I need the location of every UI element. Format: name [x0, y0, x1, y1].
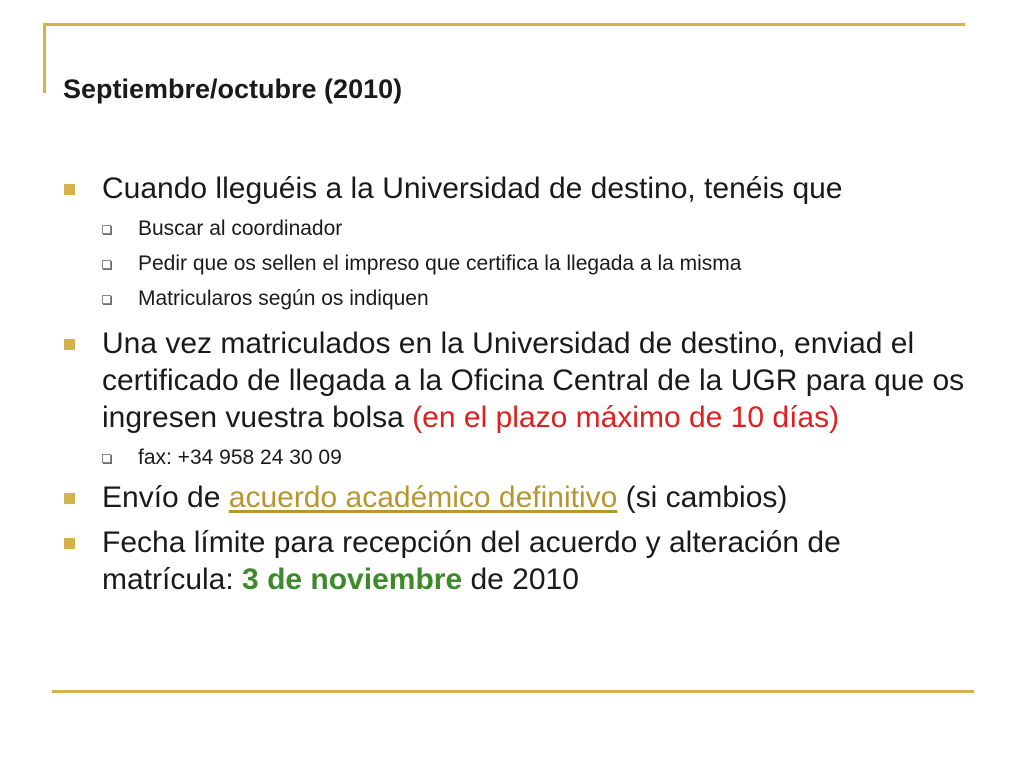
hollow-square-bullet-icon [102, 454, 111, 463]
sub-bullet-item [60, 250, 965, 277]
square-bullet-icon [64, 184, 75, 195]
sub-bullet-text: Buscar al coordinador [138, 217, 343, 240]
bullet-text-prefix: Envío de [102, 481, 229, 514]
sub-bullet-item [60, 215, 965, 242]
bullet-item [60, 325, 965, 436]
square-bullet-icon [64, 538, 75, 549]
bullet-text-prefix: Fecha límite para recepción del acuerdo y alteración de matrícula: [102, 526, 841, 596]
bullet-text: Cuando lleguéis a la Universidad de destino, tenéis que [102, 172, 843, 205]
hollow-square-bullet-icon [102, 225, 111, 234]
bullet-item [60, 479, 965, 516]
deadline-date: 3 de noviembre [242, 563, 463, 596]
bullet-text-suffix: (si cambios) [617, 481, 788, 514]
square-bullet-icon [64, 493, 75, 504]
hollow-square-bullet-icon [102, 295, 111, 304]
sub-bullet-item [60, 285, 965, 312]
bottom-rule [52, 690, 974, 693]
bullet-list [60, 166, 965, 598]
left-rule [43, 23, 46, 93]
hollow-square-bullet-icon [102, 260, 111, 269]
sub-bullet-text: Matricularos según os indiquen [138, 287, 429, 310]
sub-bullet-text: Pedir que os sellen el impreso que certifica la llegada a la misma [138, 252, 742, 275]
bullet-item [60, 524, 965, 598]
deadline-highlight: (en el plazo máximo de 10 días) [412, 401, 840, 434]
bullet-item [60, 170, 965, 207]
sub-bullet-item [60, 444, 965, 471]
top-rule [43, 23, 965, 26]
fax-number: fax: +34 958 24 30 09 [138, 446, 342, 469]
square-bullet-icon [64, 339, 75, 350]
bullet-text: Una vez matriculados en la Universidad de destino, enviad el certificado de llegada a la Oficina Central de la UGR para que os ingresen vuestra bolsa [102, 327, 965, 434]
slide-title: Septiembre/octubre (2010) [63, 74, 403, 104]
acuerdo-academico-link[interactable]: acuerdo académico definitivo [228, 481, 618, 514]
bullet-text-suffix: de 2010 [462, 563, 579, 596]
